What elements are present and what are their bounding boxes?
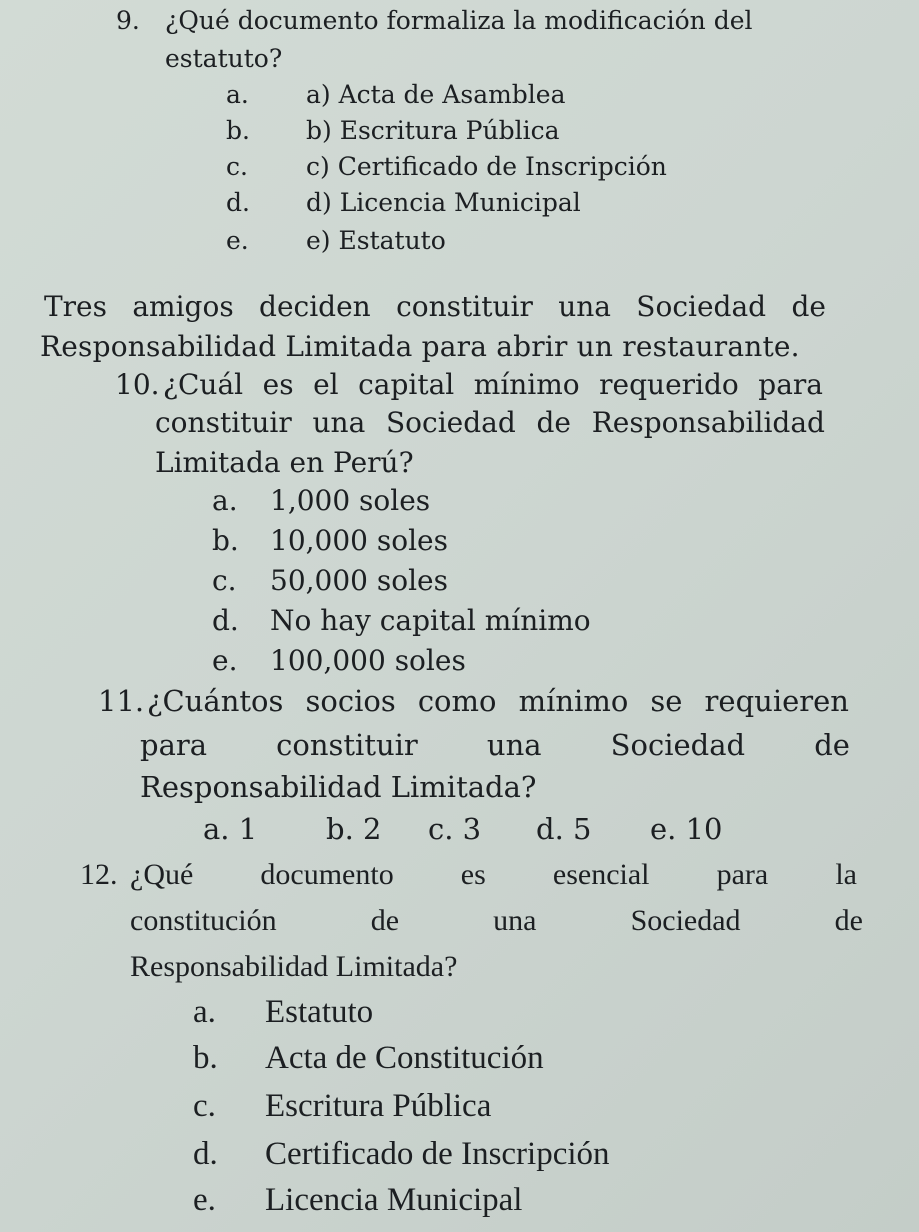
q12-number: 12.	[80, 858, 118, 891]
word: constituir	[396, 290, 533, 323]
q9-option-letter: d.	[226, 188, 250, 217]
scenario-line-2: Responsabilidad Limitada para abrir un restaurante.	[40, 330, 800, 363]
q12-question-line-2	[130, 904, 863, 938]
q10-option-letter: a.	[212, 484, 238, 517]
q9-option-text: d) Licencia Municipal	[306, 188, 581, 217]
word: para	[140, 728, 208, 762]
word: Sociedad	[636, 290, 767, 323]
scenario-line-1	[44, 290, 826, 323]
word: amigos	[132, 290, 234, 323]
q12-option-e	[193, 1182, 522, 1219]
q12-option-d	[193, 1136, 610, 1173]
q12-question-line-1	[130, 858, 857, 892]
word: como	[417, 684, 497, 718]
q9-option-text: b) Escritura Pública	[306, 116, 560, 145]
word: la	[835, 858, 857, 891]
q12-option-c	[193, 1088, 491, 1125]
word: una	[493, 904, 537, 937]
q9-question-line-2: estatuto?	[165, 44, 283, 73]
word: mínimo	[518, 684, 629, 718]
q9-number: 9.	[116, 6, 140, 35]
word: mínimo	[473, 368, 580, 401]
q11-question-line-3: Responsabilidad Limitada?	[140, 770, 537, 804]
word: constituir	[155, 406, 292, 439]
q11-option-c: c. 3	[428, 812, 482, 846]
q12-option-text: Estatuto	[265, 994, 374, 1030]
q9-option-text: c) Certificado de Inscripción	[306, 152, 667, 181]
q10-option-text: 10,000 soles	[270, 524, 448, 557]
q12-question-line-3: Responsabilidad Limitada?	[130, 950, 458, 983]
q10-option-e	[212, 644, 466, 677]
word: es	[460, 858, 486, 891]
q11-option-a: a. 1	[203, 812, 258, 846]
q10-option-b	[212, 524, 448, 557]
q12-option-text: Escritura Pública	[265, 1088, 492, 1124]
word: constituir	[276, 728, 418, 762]
q10-option-text: No hay capital mínimo	[270, 604, 591, 637]
word: requieren	[704, 684, 849, 718]
q11-question-line-2	[140, 728, 850, 762]
word: una	[486, 728, 542, 762]
q10-question-line-3: Limitada en Perú?	[155, 446, 414, 479]
q10-option-a	[212, 484, 430, 517]
q11-option-e: e. 10	[650, 812, 723, 846]
q9-option-letter: e.	[226, 226, 249, 255]
q10-number: 10.	[115, 368, 160, 401]
word: constitución	[130, 904, 277, 937]
word: Responsabilidad	[591, 406, 825, 439]
q10-option-d	[212, 604, 591, 637]
word: deciden	[259, 290, 371, 323]
q10-option-letter: e.	[212, 644, 238, 677]
q12-option-letter: d.	[193, 1136, 218, 1172]
word: documento	[260, 858, 394, 891]
q9-option-letter: c.	[226, 152, 248, 181]
word: se	[650, 684, 683, 718]
word: ¿Qué	[130, 858, 194, 891]
word: requerido	[599, 368, 739, 401]
q11-option-b: b. 2	[326, 812, 382, 846]
word: de	[791, 290, 826, 323]
word: Sociedad	[630, 904, 741, 937]
word: de	[370, 904, 400, 937]
q11-option-d: d. 5	[536, 812, 592, 846]
word: es	[262, 368, 294, 401]
q12-option-letter: b.	[193, 1040, 218, 1076]
word: socios	[305, 684, 396, 718]
q10-question-line-1	[163, 368, 823, 401]
word: Sociedad	[610, 728, 746, 762]
q10-option-text: 50,000 soles	[270, 564, 448, 597]
q9-option-letter: a.	[226, 80, 249, 109]
q9-option-text: a) Acta de Asamblea	[306, 80, 566, 109]
q10-option-text: 1,000 soles	[270, 484, 431, 517]
q12-option-letter: c.	[193, 1088, 216, 1124]
word: Tres	[44, 290, 107, 323]
word: de	[814, 728, 850, 762]
q12-option-text: Acta de Constitución	[265, 1040, 544, 1076]
q12-option-letter: a.	[193, 994, 216, 1030]
q12-option-a	[193, 994, 373, 1031]
q12-option-text: Licencia Municipal	[265, 1182, 523, 1218]
q9-option-letter: b.	[226, 116, 250, 145]
q11-number: 11.	[98, 684, 145, 718]
word: de	[536, 406, 571, 439]
word: una	[312, 406, 366, 439]
word: Sociedad	[385, 406, 516, 439]
word: de	[834, 904, 863, 937]
word: para	[716, 858, 769, 891]
q10-option-letter: c.	[212, 564, 237, 597]
q9-question-line-1: ¿Qué documento formaliza la modificación del	[165, 6, 753, 35]
word: una	[558, 290, 611, 323]
q12-option-b	[193, 1040, 544, 1077]
q12-option-letter: e.	[193, 1182, 216, 1218]
q10-option-text: 100,000 soles	[270, 644, 466, 677]
word: el	[313, 368, 339, 401]
q12-option-text: Certificado de Inscripción	[265, 1136, 610, 1172]
q11-question-line-1	[147, 684, 849, 718]
word: ¿Cuántos	[147, 684, 284, 718]
word: esencial	[552, 858, 650, 891]
q10-option-letter: b.	[212, 524, 239, 557]
q10-option-c	[212, 564, 448, 597]
word: ¿Cuál	[163, 368, 244, 401]
q9-option-text: e) Estatuto	[306, 226, 446, 255]
q10-option-letter: d.	[212, 604, 239, 637]
q10-question-line-2	[155, 406, 825, 439]
word: capital	[358, 368, 455, 401]
word: para	[758, 368, 823, 401]
